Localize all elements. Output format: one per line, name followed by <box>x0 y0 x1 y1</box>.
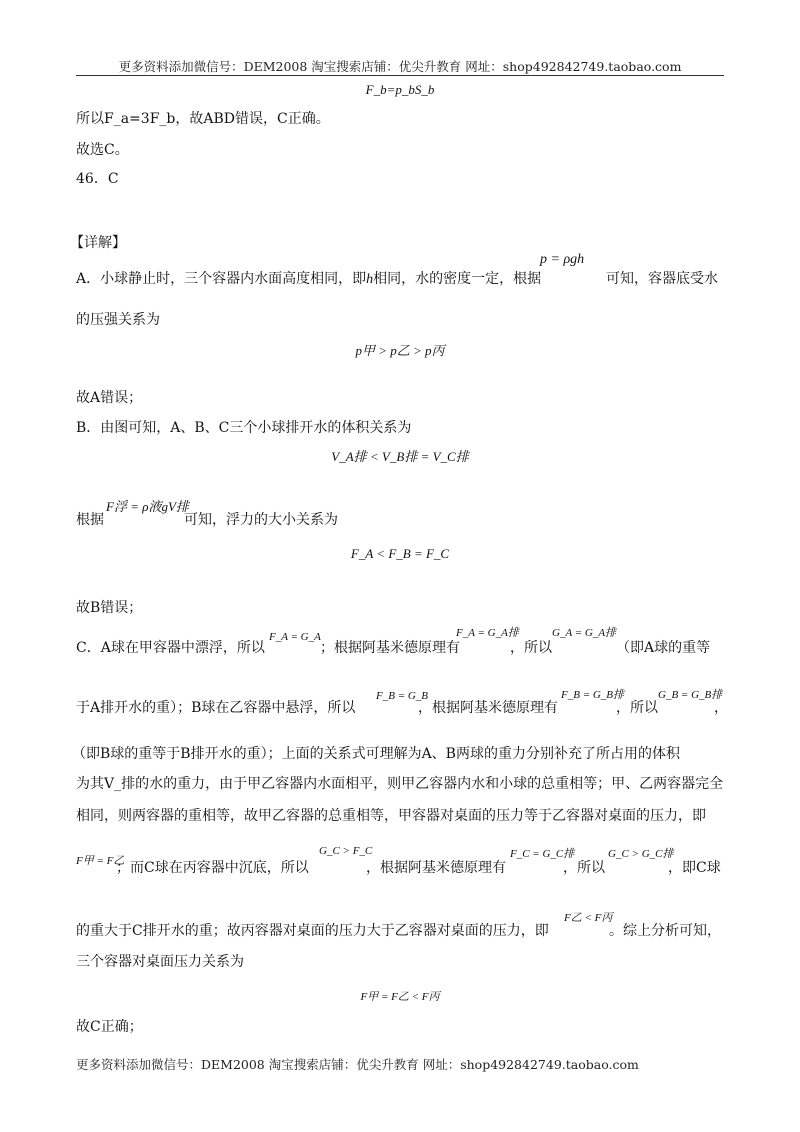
text-line-choose: 故选C。 <box>76 142 129 158</box>
text-a1-part1: A．小球静止时，三个容器内水面高度相同，即 <box>76 271 367 287</box>
text-c6-part2: ，根据阿基米德原理有 <box>366 860 506 876</box>
para-c-line5: 相同，则两容器的重相等，故甲乙容器的总重相等，甲容器对桌面的压力等于乙容器对桌面的压力，即 <box>76 808 706 824</box>
formula-c6-gc-fc: G_C > F_C <box>319 845 373 857</box>
text-b-wrong: 故B错误； <box>76 600 143 616</box>
page-header: 更多资料添加微信号：DEM2008 淘宝搜索店铺：优尖升教育 网址：shop492842749.taobao.com <box>118 59 682 74</box>
formula-c6-fc-gc-displaced: F_C = G_C排 <box>510 848 575 860</box>
detail-label: 【详解】 <box>70 235 126 251</box>
para-c-line3: （即B球的重等于B排开水的重）；上面的关系式可理解为A、B两球的重力分别补充了所占用的体积 <box>72 746 680 762</box>
text-c1-part4: （即A球的重等 <box>616 640 711 656</box>
text-a-wrong: 故A错误； <box>76 390 143 406</box>
question-number: 46．C <box>76 171 119 187</box>
equation-buoyancy-relation: F_A < F_B = F_C <box>350 546 450 561</box>
text-line-so-fa: 所以F_a=3F_b，故ABD错误，C正确。 <box>76 111 330 127</box>
text-c-right: 故C正确； <box>76 1019 143 1035</box>
para-a-line1 <box>76 268 541 288</box>
text-c2-part1: 于A排开水的重）；B球在乙容器中悬浮，所以 <box>76 700 356 716</box>
formula-c1-ga-ga-displaced: G_A = G_A排 <box>552 627 617 639</box>
formula-c6-fjia-fyi: F甲 = F乙 <box>76 855 125 867</box>
text-c1-part3: ，所以 <box>510 640 552 656</box>
para-b-line1: B．由图可知，A、B、C三个小球排开水的体积关系为 <box>76 420 412 436</box>
header-divider <box>76 75 724 76</box>
equation-force-relation: F甲 = F乙 < F丙 <box>360 991 440 1003</box>
para-a-line2: 的压强关系为 <box>76 312 160 328</box>
formula-p-rho-g-h: p = ρgh <box>540 252 585 267</box>
para-c-line4: 为其V_排的水的重力，由于甲乙容器内水面相平，则甲乙容器内水和小球的总重相等；甲、乙两容器完全 <box>76 776 724 792</box>
para-c-line8: 三个容器对桌面压力关系为 <box>76 954 244 970</box>
formula-buoyancy: F浮 = ρ液gV排 <box>106 499 189 514</box>
formula-c2-gb-gb-displaced: G_B = G_B排 <box>658 689 723 701</box>
formula-c2-fb-gb: F_B = G_B <box>376 690 429 702</box>
formula-c1-fa-ga-displaced: F_A = G_A排 <box>456 627 519 639</box>
formula-c7-fyi-fbing: F乙 < F丙 <box>564 912 613 924</box>
equation-pressure: p甲 > p乙 > p丙 <box>355 343 445 358</box>
formula-c6-gc-gc-displaced: G_C > G_C排 <box>608 848 674 860</box>
equation-fb: F_b=p_bS_b <box>365 82 435 97</box>
text-c1-part2: ；根据阿基米德原理有 <box>320 640 460 656</box>
text-c6-part4: ，即C球 <box>668 860 721 876</box>
text-c7-part1: 的重大于C排开水的重；故丙容器对桌面的压力大于乙容器对桌面的压力，即 <box>76 923 549 939</box>
text-c1-part1: C．A球在甲容器中漂浮，所以 <box>76 640 265 656</box>
text-a1-part3: 可知，容器底受水 <box>606 271 718 287</box>
text-c2-part2: ，根据阿基米德原理有 <box>418 700 558 716</box>
text-c6-part3: ，所以 <box>563 860 605 876</box>
text-c2-part4: ， <box>714 700 728 716</box>
equation-volume: V_A排 < V_B排 = V_C排 <box>331 449 469 464</box>
formula-c1-fa-ga: F_A = G_A <box>269 631 321 643</box>
text-a1-part2: 相同，水的密度一定，根据 <box>373 271 542 287</box>
formula-c2-fb-gb-displaced: F_B = G_B排 <box>561 689 625 701</box>
symbol-h: h <box>366 272 374 287</box>
page-footer: 更多资料添加微信号：DEM2008 淘宝搜索店铺：优尖升教育 网址：shop492842749.taobao.com <box>76 1057 639 1072</box>
text-c7-part2: 。综上分析可知， <box>609 923 721 939</box>
text-c2-part3: ，所以 <box>616 700 658 716</box>
text-b2-part1: 根据 <box>76 512 104 528</box>
text-c6-part1: ；而C球在丙容器中沉底，所以 <box>116 860 309 876</box>
text-b2-part2: 可知，浮力的大小关系为 <box>184 512 338 528</box>
